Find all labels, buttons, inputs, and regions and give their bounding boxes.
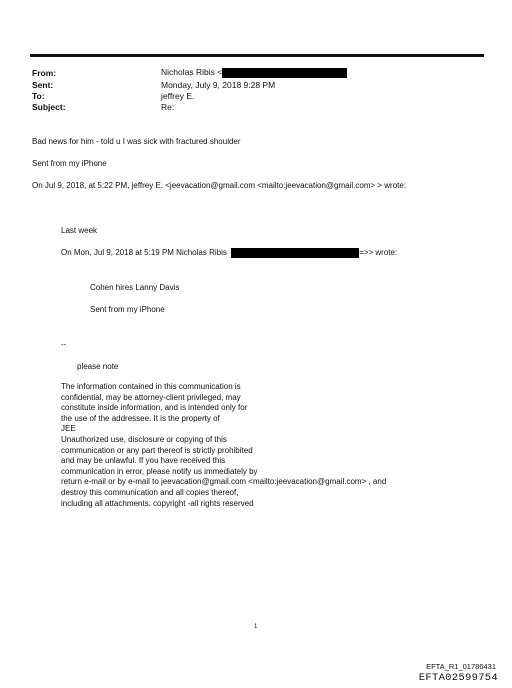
sent-label: Sent: [32,80,54,90]
disclaimer-block [61,382,386,509]
disclaimer-line: communication in error, please notify us immediately by [61,466,258,476]
from-label: From: [32,68,57,78]
from-name: Nicholas Ribis < [161,67,223,77]
subject-label: Subject: [32,102,66,112]
header-rule [30,54,484,57]
last-week-text: Last week [61,226,98,235]
quote-header-2 [61,248,397,258]
to-value: jeffrey E. [161,91,195,101]
body-line-1: Bad news for him - told u I was sick with fractured shoulder [32,137,241,146]
efta-r1-stamp: EFTA_R1_01786431 [426,662,496,671]
sent-from-iphone-1: Sent from my iPhone [32,159,107,168]
please-note-text: please note [77,362,119,371]
disclaimer-line: including all attachments. copyright -all rights reserved [61,498,254,508]
disclaimer-line: constitute inside information, and is intended only for [61,403,248,413]
disclaimer-line: confidential, may be attorney-client privileged, may [61,392,241,402]
subject-value: Re: [161,102,175,112]
disclaimer-line: destroy this communication and all copies thereof, [61,487,239,497]
cohen-text: Cohen hires Lanny Davis [90,283,180,292]
efta-stamp: EFTA02599754 [418,672,498,684]
redaction-box [222,68,347,78]
disclaimer-line: JEE [61,424,76,434]
sent-from-iphone-2: Sent from my iPhone [90,305,165,314]
quote-header-2-prefix: On Mon, Jul 9, 2018 at 5:19 PM Nicholas Ribis [61,248,227,258]
signature-dashes: -- [61,340,67,349]
disclaimer-line: and may be unlawful. If you have received this [61,456,226,466]
disclaimer-line: Unauthorized use, disclosure or copying of this [61,434,227,444]
quote-header-1: On Jul 9, 2018, at 5:22 PM, jeffrey E. <jeevacation@gmail.com <mailto:jeevacation@gmail.com> > wrote: [32,181,407,190]
disclaimer-line: return e-mail or by e-mail to jeevacation@gmail.com <mailto:jeevacation@gmail.com> , and [61,477,387,487]
redaction-box [231,248,359,258]
disclaimer-line: The information contained in this communication is [61,382,241,391]
quote-header-2-suffix: =>> wrote: [359,248,398,258]
page-number: 1 [254,624,258,630]
from-value [161,67,347,78]
to-label: To: [32,91,45,101]
disclaimer-line: communication or any part thereof is strictly prohibited [61,445,253,455]
sent-value: Monday, July 9, 2018 9:28 PM [161,80,276,90]
disclaimer-line: the use of the addressee. It is the property of [61,413,220,423]
